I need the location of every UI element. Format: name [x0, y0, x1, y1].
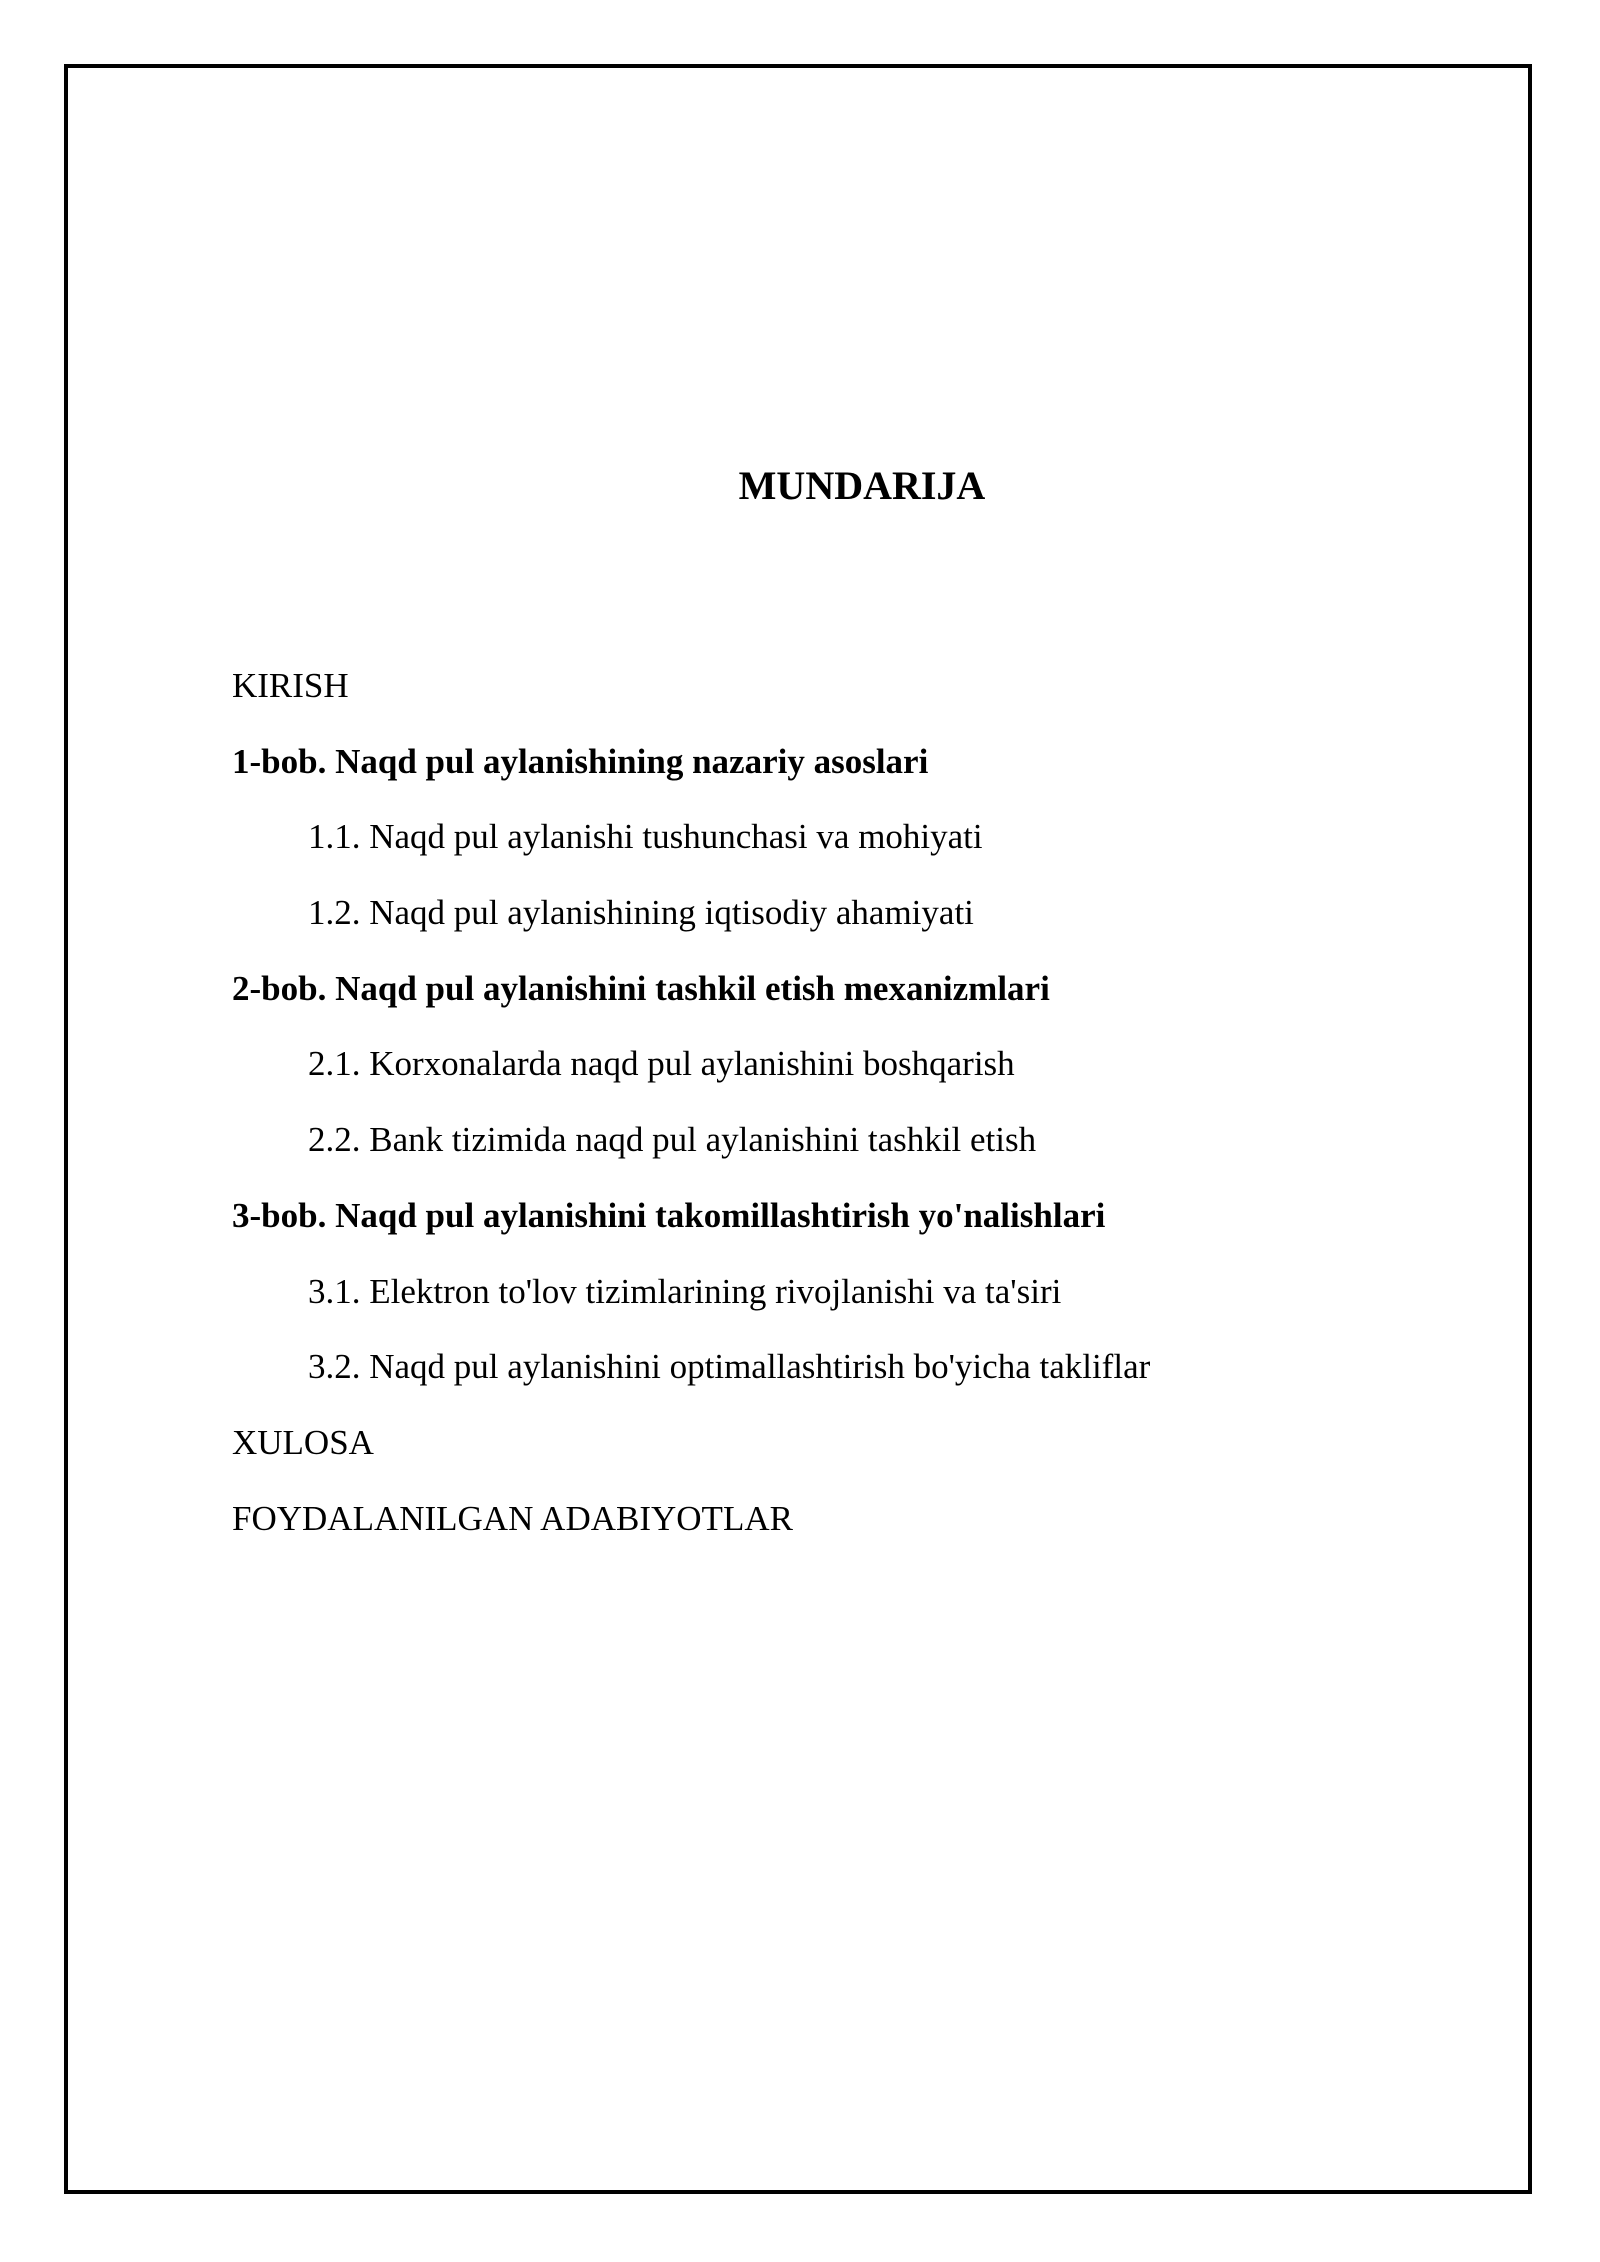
- toc-item-adabiyotlar: FOYDALANILGAN ADABIYOTLAR: [232, 1498, 793, 1538]
- toc-item-kirish: KIRISH: [232, 666, 349, 705]
- page-title: MUNDARIJA: [738, 463, 986, 508]
- toc-section-2-1: 2.1. Korxonalarda naqd pul aylanishini boshqarish: [308, 1044, 1015, 1084]
- toc-section-3-1: 3.1. Elektron to'lov tizimlarining rivojlanishi va ta'siri: [308, 1271, 1062, 1311]
- toc-section-1-1: 1.1. Naqd pul aylanishi tushunchasi va mohiyati: [308, 817, 983, 857]
- toc-section-2-2: 2.2. Bank tizimida naqd pul aylanishini tashkil etish: [308, 1120, 1037, 1160]
- page-border: [64, 64, 1532, 2194]
- toc-item-xulosa: XULOSA: [232, 1422, 374, 1462]
- toc-section-3-2: 3.2. Naqd pul aylanishini optimallashtirish bo'yicha takliflar: [308, 1347, 1151, 1387]
- table-of-contents: [232, 648, 1150, 1556]
- toc-chapter-1: 1-bob. Naqd pul aylanishining nazariy asoslari: [232, 741, 929, 781]
- toc-section-1-2: 1.2. Naqd pul aylanishining iqtisodiy ahamiyati: [308, 893, 974, 933]
- toc-chapter-2: 2-bob. Naqd pul aylanishini tashkil etish mexanizmlari: [232, 968, 1050, 1008]
- toc-chapter-3: 3-bob. Naqd pul aylanishini takomillashtirish yo'nalishlari: [232, 1195, 1106, 1235]
